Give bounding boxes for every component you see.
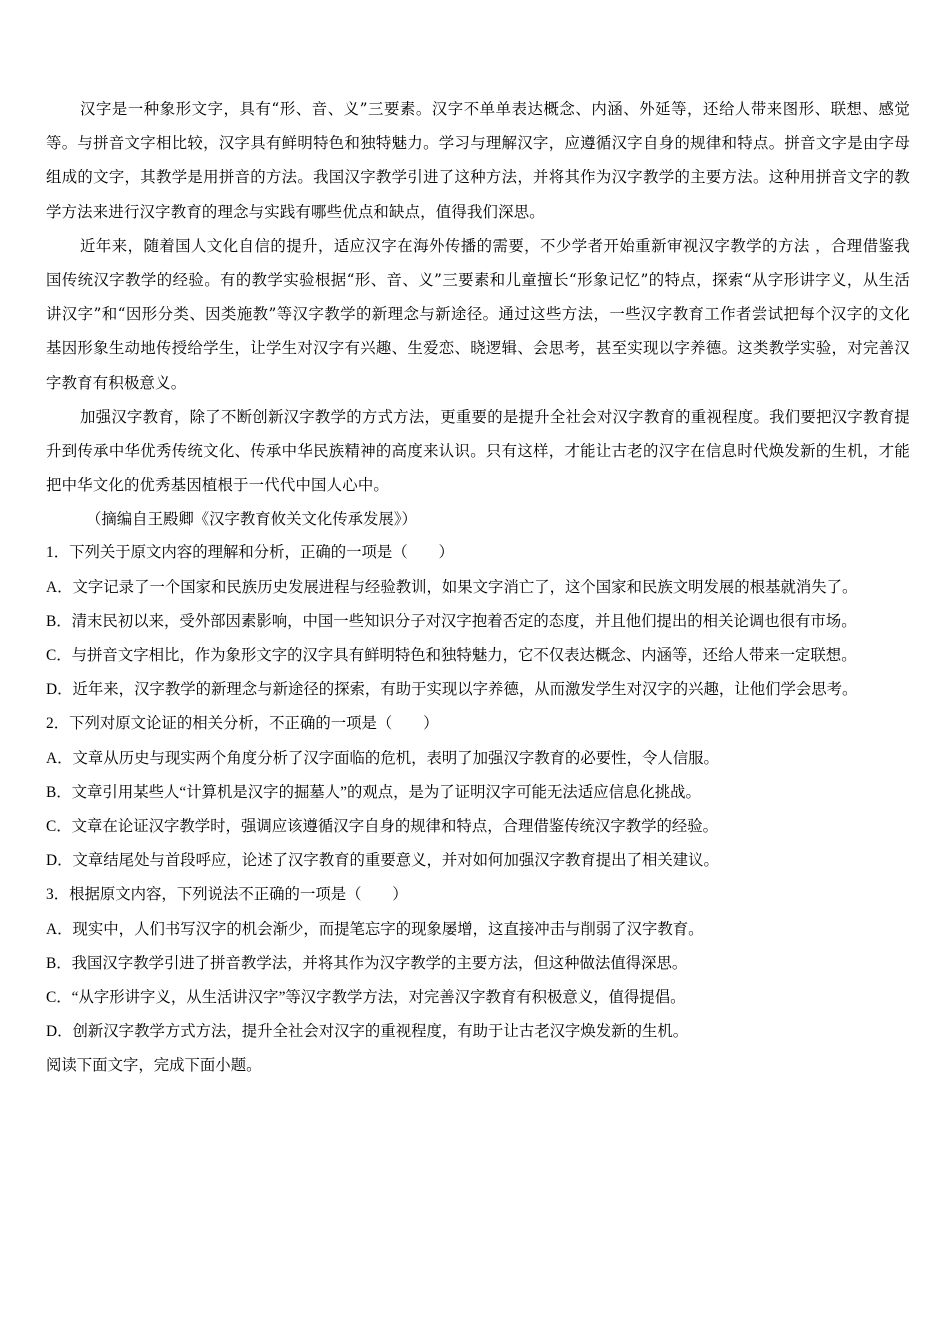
option-c: C．“从字形讲字义，从生活讲汉字”等汉字教学方法，对完善汉字教育有积极意义，值得提倡。: [46, 989, 686, 1007]
passage-paragraph-1: 汉字是一种象形文字，具有“形、音、义”三要素。汉字不单单表达概念、内涵、外延等，还给人带来图形、联想、感觉等。与拼音文字相比较，汉字具有鲜明特色和独特魅力。学习与理解汉字，应遵循汉字自身的规律和特点。拼音文字是由字母组成的文字，其教学是用拼音的方法。我国汉字教学引进了这种方法，并将其作为汉字教学的主要方法。这种用拼音文字的教学方法来进行汉字教育的理念与实践有哪些优点和缺点，值得我们深思。: [46, 100, 910, 221]
option-b: B．文章引用某些人“计算机是汉字的掘墓人”的观点，是为了证明汉字可能无法适应信息化挑战。: [46, 783, 701, 801]
option-a: A．文章从历史与现实两个角度分析了汉字面临的危机，表明了加强汉字教育的必要性，令人信服。: [46, 749, 719, 767]
passage-source: （摘编自王殿卿《汉字教育攸关文化传承发展》）: [86, 510, 417, 529]
passage-paragraph-2: 近年来，随着国人文化自信的提升，适应汉字在海外传播的需要，不少学者开始重新审视汉字教学的方法 ，合理借鉴我国传统汉字教学的经验。有的教学实验根据“形、音、义”三要素和儿童擅长“形象记忆”的特点，探索“从字形讲字义，从生活讲汉字”和“因形分类、因类施教”等汉字教学的新理念与新途径。通过这些方法，一些汉字教育工作者尝试把每个汉字的文化基因形象生动地传授给学生，让学生对汉字有兴趣、生爱恋、晓逻辑、会思考，甚至实现以字养德。这类教学实验，对完善汉字教育有积极意义。: [46, 236, 910, 392]
option-d: D．文章结尾处与首段呼应，论述了汉字教育的重要意义，并对如何加强汉字教育提出了相关建议。: [46, 852, 719, 870]
question-1: [46, 536, 910, 707]
question-stem: 1．下列关于原文内容的理解和分析，正确的一项是（ ）: [46, 544, 454, 562]
option-d: D．创新汉字教学方式方法，提升全社会对汉字的重视程度，有助于让古老汉字焕发新的生机。: [46, 1023, 689, 1041]
option-c: C．与拼音文字相比，作为象形文字的汉字具有鲜明特色和独特魅力，它不仅表达概念、内涵等，还给人带来一定联想。: [46, 647, 857, 665]
option-a: A．现实中，人们书写汉字的机会渐少，而提笔忘字的现象屡增，这直接冲击与削弱了汉字教育。: [46, 920, 704, 938]
option-d: D．近年来，汉字教学的新理念与新途径的探索，有助于实现以字养德，从而激发学生对汉字的兴趣，让他们学会思考。: [46, 681, 858, 699]
option-a: A．文字记录了一个国家和民族历史发展进程与经验教训，如果文字消亡了，这个国家和民族文明发展的根基就消失了。: [46, 578, 858, 596]
option-b: B．清末民初以来，受外部因素影响，中国一些知识分子对汉字抱着否定的态度，并且他们提出的相关论调也很有市场。: [46, 612, 857, 630]
question-2: [46, 707, 910, 878]
question-stem: 2．下列对原文论证的相关分析，不正确的一项是（ ）: [46, 715, 439, 733]
passage-paragraph-3: 加强汉字教育，除了不断创新汉字教学的方式方法，更重要的是提升全社会对汉字教育的重视程度。我们要把汉字教育提升到传承中华优秀传统文化、传承中华民族精神的高度来认识。只有这样，才能让古老的汉字在信息时代焕发新的生机，才能把中华文化的优秀基因植根于一代代中国人心中。: [46, 407, 910, 495]
question-3: [46, 878, 910, 1049]
next-section-instruction: 阅读下面文字，完成下面小题。: [46, 1057, 262, 1075]
question-stem: 3．根据原文内容，下列说法不正确的一项是（ ）: [46, 886, 408, 904]
option-b: B．我国汉字教学引进了拼音教学法，并将其作为汉字教学的主要方法，但这种做法值得深思。: [46, 954, 688, 972]
option-c: C．文章在论证汉字教学时，强调应该遵循汉字自身的规律和特点，合理借鉴传统汉字教学的经验。: [46, 818, 719, 836]
